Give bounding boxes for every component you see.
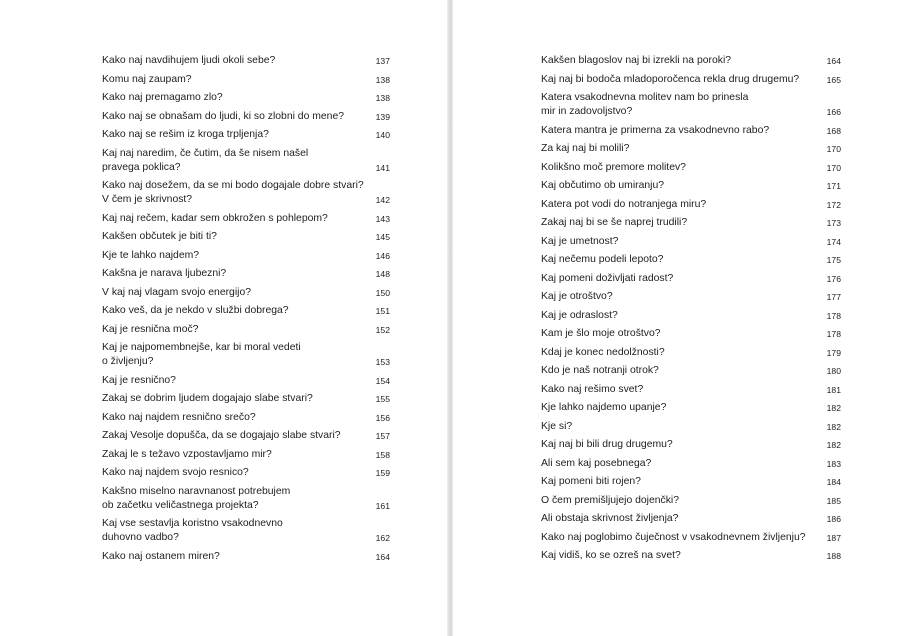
toc-entry-title: Kako naj se rešim iz kroga trpljenja? [102,129,269,140]
toc-entry-title: Ali obstaja skrivnost življenja? [541,513,679,524]
toc-entry [102,73,390,87]
toc-entry [102,267,390,281]
toc-entry [102,448,390,462]
toc-entry-title: Kaj pomeni biti rojen? [541,476,641,487]
toc-entry [541,142,841,156]
toc-entry-page-number: 184 [826,477,841,487]
toc-entry-title: Kaj je odraslost? [541,309,618,321]
toc-entry [541,327,841,341]
toc-entry-title: Kako naj najdem svojo resnico? [102,467,249,478]
toc-entry-title: Ali sem kaj posebnega? [541,457,652,469]
toc-entry-title: Kje te lahko najdem? [102,249,200,261]
toc-entry-page-number: 158 [375,449,390,460]
toc-entry-page-number: 164 [375,551,390,562]
toc-entry-title: Kako naj premagamo zlo? [102,92,223,103]
toc-entry-page-number: 159 [375,468,390,478]
toc-entry [541,124,841,138]
toc-entry-title: Kakšna je narava ljubezni? [102,268,227,279]
toc-entry-title: Kako naj rešimo svet? [541,383,644,395]
toc-entry-title: Kaj pomeni doživljati radost? [541,272,674,284]
toc-entry [102,54,390,68]
toc-entry-page-number: 178 [826,310,841,321]
toc-entry [541,401,841,415]
toc-entry-page-number: 182 [826,421,841,432]
toc-entry-title: Kolikšno moč premore molitev? [541,161,686,173]
toc-entry-page-number: 146 [375,250,390,261]
toc-entry-page-number: 155 [375,394,390,404]
toc-entry-page-number: 183 [826,458,841,469]
toc-entry [102,179,390,207]
toc-entry [541,235,841,249]
toc-entry-page-number: 145 [375,232,390,242]
toc-entry [541,512,841,526]
toc-entry-page-number: 174 [826,236,841,247]
toc-entry [102,466,390,480]
toc-entry [102,485,390,513]
toc-entry-page-number: 137 [375,56,390,66]
toc-entry-page-number: 138 [375,93,390,103]
toc-entry-page-number: 180 [826,366,841,376]
toc-entry-page-number: 172 [826,199,841,210]
toc-entry-title: Kdo je naš notranji otrok? [541,365,659,376]
toc-entry [541,161,841,175]
toc-entry [541,383,841,397]
toc-entry-title: O čem premišljujejo dojenčki? [541,494,680,506]
toc-entry-page-number: 170 [826,162,841,173]
toc-entry [541,494,841,508]
toc-entry-page-number: 150 [375,287,390,298]
toc-entry-page-number: 178 [826,329,841,339]
toc-entry-page-number: 175 [826,255,841,265]
toc-entry [541,216,841,230]
toc-entry-page-number: 182 [826,440,841,450]
toc-entry [102,147,390,175]
toc-entry [541,364,841,378]
toc-entry [541,272,841,286]
toc-entry-title: Kaj je otroštvo? [541,291,613,302]
toc-entry-title: Kaj občutimo ob umiranju? [541,180,665,191]
toc-entry-title: Katera pot vodi do notranjega miru? [541,198,707,210]
toc-entry [541,198,841,212]
toc-entry [102,550,390,564]
toc-entry [541,475,841,489]
toc-entry [102,374,390,388]
toc-entry-title: Zakaj le s težavo vzpostavljamo mir? [102,448,272,460]
toc-entry-title: Kakšno miselno naravnanost potrebujem ob začetku veličastnega projekta? [102,485,291,511]
toc-entry-title: Kam je šlo moje otroštvo? [541,328,661,339]
toc-entry [102,304,390,318]
toc-entry [102,429,390,443]
toc-entry-title: Kako naj poglobimo čuječnost v vsakodnevnem življenju? [541,531,806,543]
toc-entry-title: Kako naj se obnašam do ljudi, ki so zlobni do mene? [102,110,345,122]
toc-entry-page-number: 148 [375,269,390,279]
toc-entry-page-number: 157 [375,431,390,441]
toc-entry-title: Kakšen občutek je biti ti? [102,231,217,242]
toc-entry [102,212,390,226]
toc-entry-title: Kaj naj bi bili drug drugemu? [541,439,673,450]
toc-entry-title: Zakaj se dobrim ljudem dogajajo slabe stvari? [102,393,313,404]
toc-entry-title: Kaj je resnično? [102,374,176,386]
toc-entry [102,517,390,545]
toc-entry-page-number: 177 [826,292,841,302]
left-page [0,0,447,636]
toc-entry-title: Kaj naj bi bodoča mladoporočenca rekla drug drugemu? [541,73,800,85]
toc-entry [102,286,390,300]
toc-entry-title: Kaj naj naredim, če čutim, da še nisem našel pravega poklica? [102,147,309,173]
toc-entry-title: Za kaj naj bi molili? [541,143,630,154]
toc-entry-title: Kako naj najdem resnično srečo? [102,411,256,423]
toc-entry [541,73,841,87]
toc-entry [541,309,841,323]
toc-entry-title: Kako naj dosežem, da se mi bodo dogajale dobre stvari? V čem je skrivnost? [102,180,364,205]
toc-entry-page-number: 161 [375,500,390,511]
toc-entry-page-number: 165 [826,74,841,85]
toc-entry-title: Kaj je najpomembnejše, kar bi moral vedeti o življenju? [102,342,301,367]
toc-entry-page-number: 143 [375,213,390,224]
toc-entry [541,531,841,545]
toc-entry-title: Kako veš, da je nekdo v službi dobrega? [102,305,289,316]
toc-entry [541,457,841,471]
toc-entry [102,411,390,425]
toc-entry [541,179,841,193]
right-page [453,0,900,636]
toc-entry-title: Kje si? [541,420,573,432]
toc-entry [102,230,390,244]
toc-entry [102,323,390,337]
toc-entry-page-number: 153 [375,357,390,367]
toc-entry-title: Kaj vse sestavlja koristno vsakodnevno duhovno vadbo? [102,518,283,543]
toc-entry-page-number: 179 [826,347,841,358]
toc-entry-title: Kaj nečemu podeli lepoto? [541,254,664,265]
toc-entry-page-number: 154 [375,375,390,386]
toc-entry-title: Kako naj navdihujem ljudi okoli sebe? [102,55,276,66]
left-toc-list [102,54,390,568]
toc-entry-title: Kaj vidiš, ko se ozreš na svet? [541,550,681,561]
toc-entry [102,341,390,369]
toc-entry-title: Komu naj zaupam? [102,73,192,85]
toc-entry [541,91,841,119]
toc-entry [541,54,841,68]
toc-entry-page-number: 187 [826,532,841,543]
toc-entry-title: Zakaj naj bi se še naprej trudili? [541,217,688,228]
toc-entry [541,438,841,452]
toc-entry [541,420,841,434]
toc-entry-page-number: 176 [826,273,841,284]
toc-entry-page-number: 152 [375,324,390,335]
toc-entry-page-number: 140 [375,130,390,140]
toc-entry [102,392,390,406]
toc-entry-page-number: 164 [826,56,841,66]
toc-entry-title: Kje lahko najdemo upanje? [541,402,667,413]
toc-entry [102,110,390,124]
toc-entry [541,549,841,563]
toc-entry-page-number: 173 [826,218,841,228]
toc-entry-title: V kaj naj vlagam svojo energijo? [102,286,252,298]
toc-entry-page-number: 139 [375,111,390,122]
toc-entry-page-number: 186 [826,514,841,524]
toc-entry-title: Kdaj je konec nedolžnosti? [541,346,665,358]
toc-entry-page-number: 185 [826,495,841,506]
toc-entry-title: Kakšen blagoslov naj bi izrekli na poroki? [541,55,732,66]
toc-entry-page-number: 142 [375,195,390,205]
toc-entry [102,91,390,105]
toc-entry-title: Katera vsakodnevna molitev nam bo prinesla mir in zadovoljstvo? [541,92,749,117]
toc-entry-title: Kaj je resnična moč? [102,323,199,335]
toc-entry [102,128,390,142]
toc-entry-title: Kaj je umetnost? [541,235,619,247]
toc-entry-page-number: 182 [826,403,841,413]
toc-entry [541,290,841,304]
toc-entry-page-number: 156 [375,412,390,423]
toc-entry-page-number: 151 [375,306,390,316]
toc-entry-page-number: 170 [826,144,841,154]
toc-entry [541,253,841,267]
toc-entry-page-number: 188 [826,551,841,561]
toc-entry-title: Katera mantra je primerna za vsakodnevno rabo? [541,124,770,136]
right-toc-list [541,54,841,568]
toc-entry-page-number: 171 [826,181,841,191]
toc-entry-title: Kako naj ostanem miren? [102,550,220,562]
toc-entry-title: Kaj naj rečem, kadar sem obkrožen s pohlepom? [102,212,328,224]
toc-entry-page-number: 168 [826,125,841,136]
toc-entry [541,346,841,360]
toc-entry-page-number: 138 [375,74,390,85]
toc-entry [102,249,390,263]
toc-entry-page-number: 162 [375,533,390,543]
toc-entry-page-number: 141 [375,162,390,173]
toc-entry-page-number: 181 [826,384,841,395]
toc-entry-page-number: 166 [826,107,841,117]
toc-entry-title: Zakaj Vesolje dopušča, da se dogajajo slabe stvari? [102,430,341,441]
